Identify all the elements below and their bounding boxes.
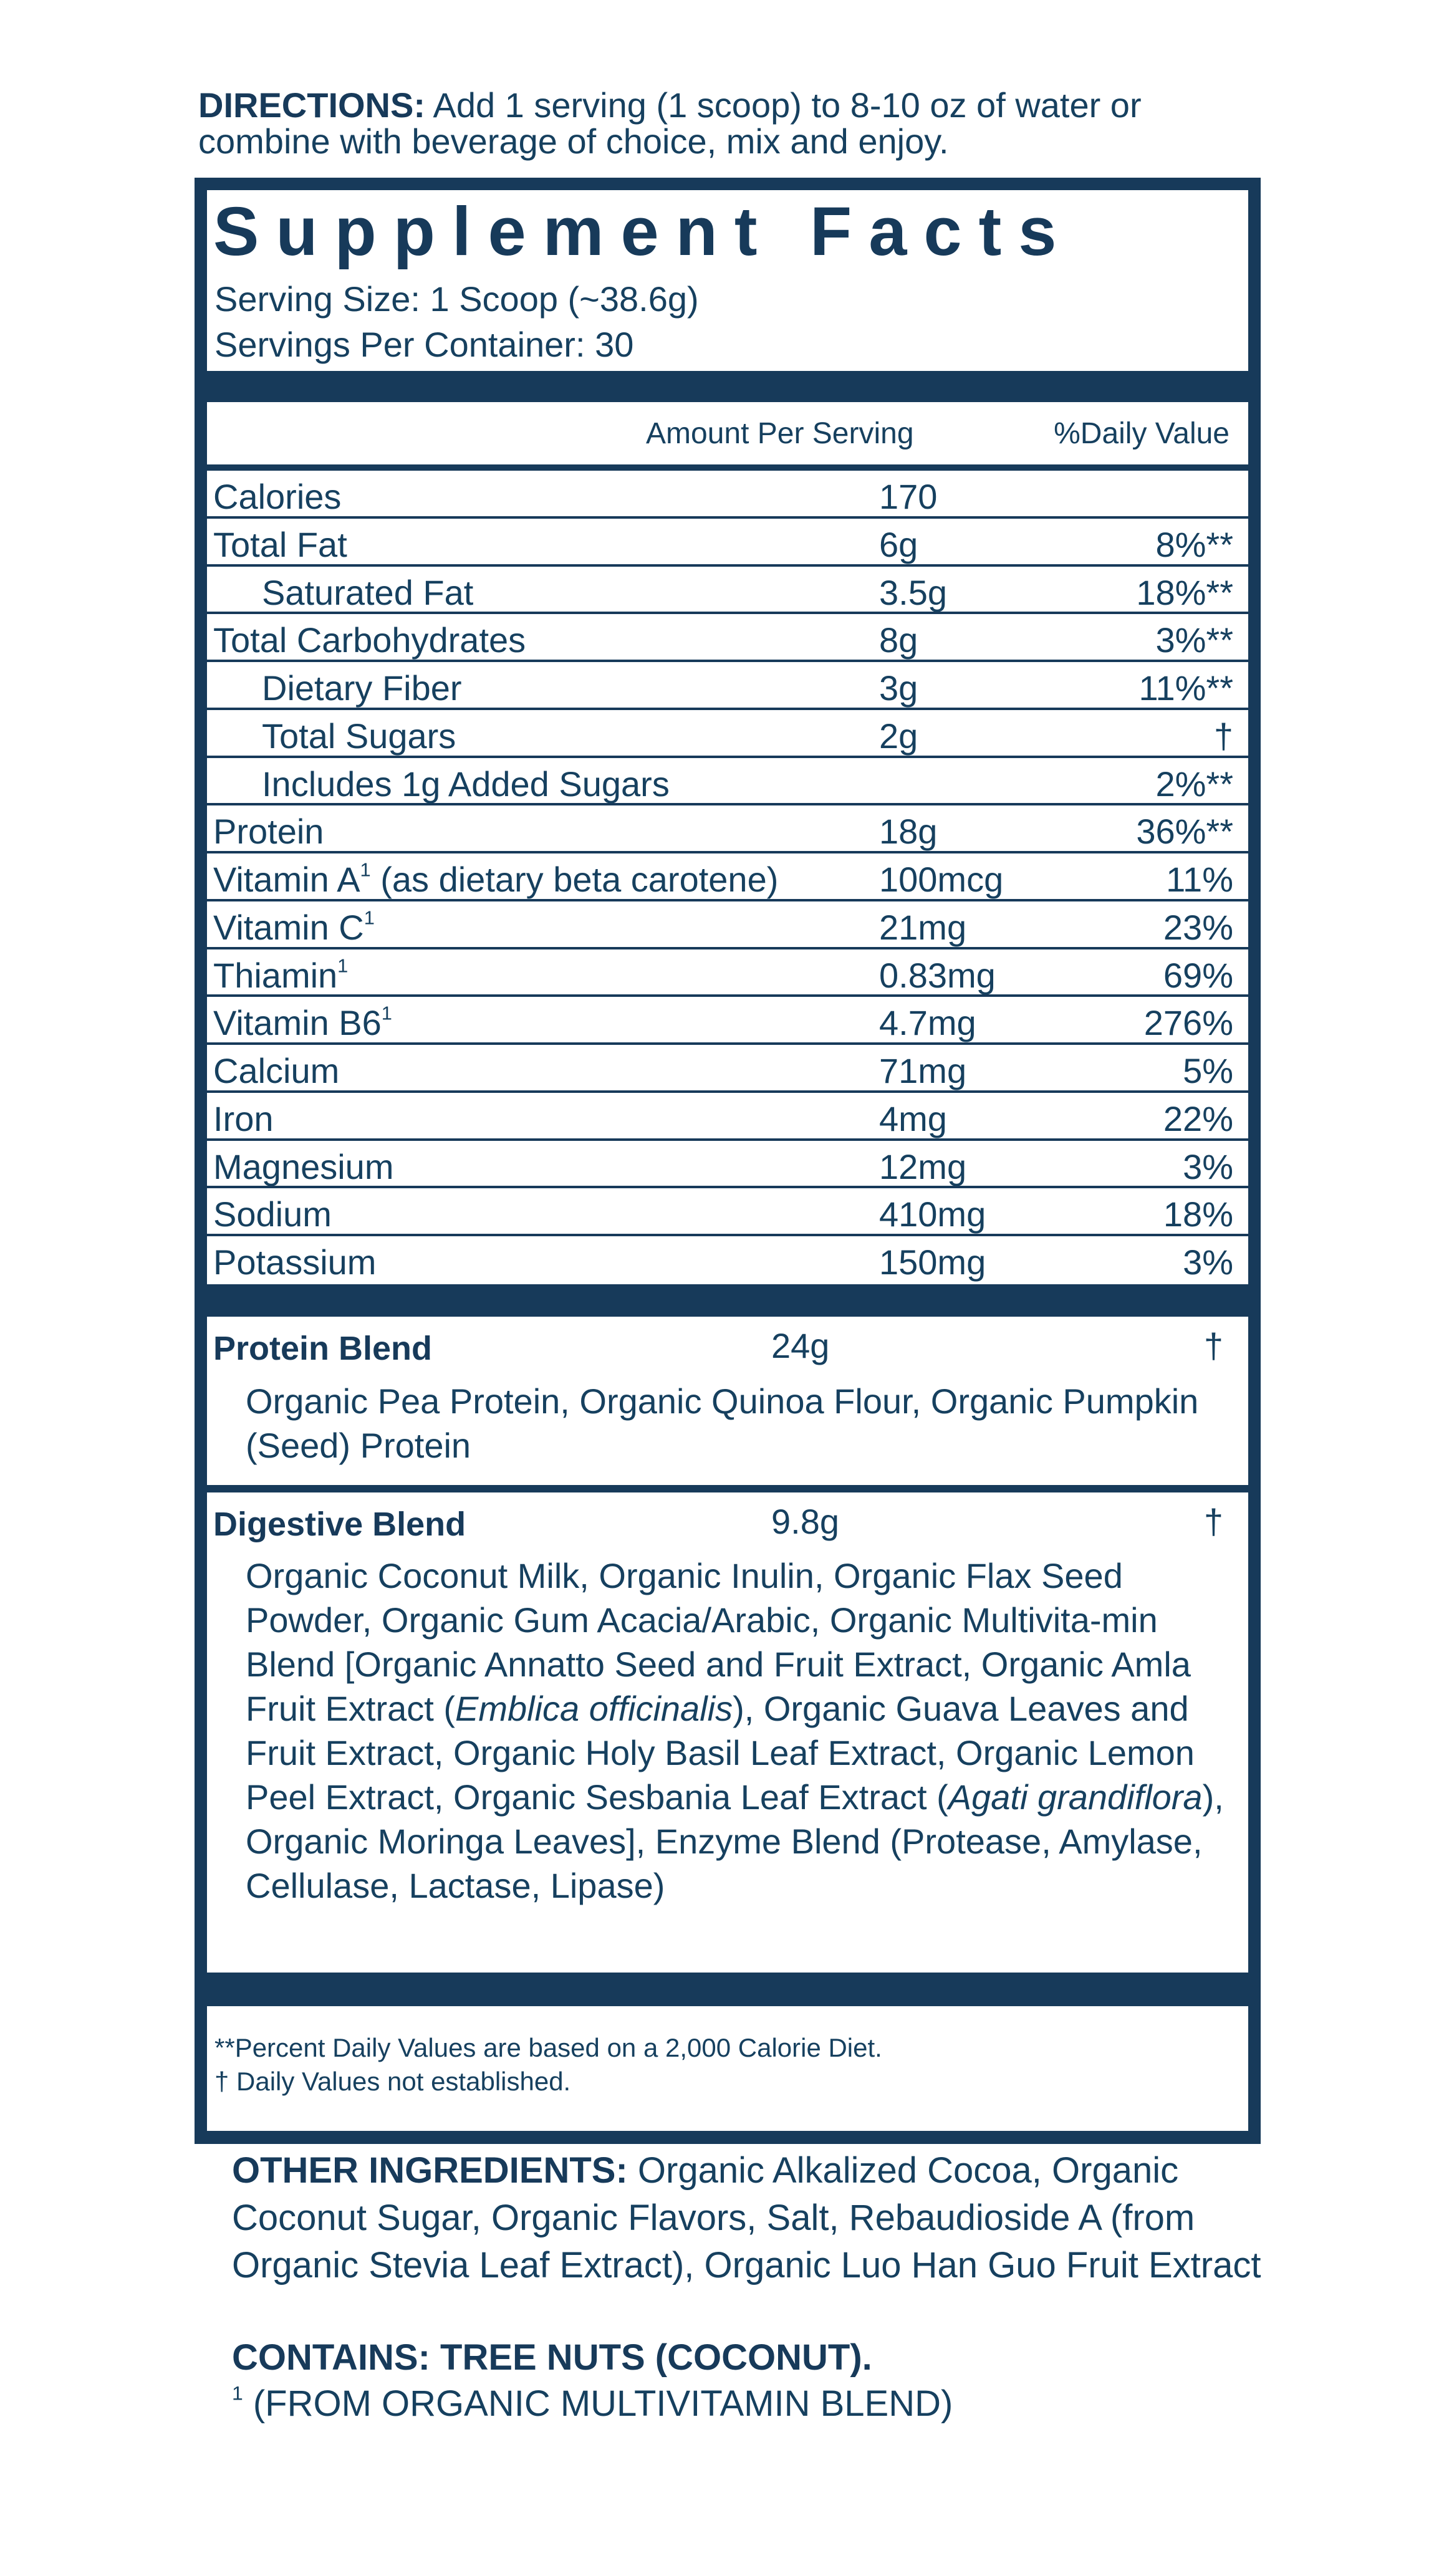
nutrient-row: [207, 805, 1248, 853]
nutrient-name-detail: (as dietary beta carotene): [370, 860, 779, 900]
nutrient-row: [207, 1236, 1248, 1284]
nutrient-row: [207, 1045, 1248, 1093]
nutrient-footnote-mark: 1: [363, 906, 375, 929]
nutrient-name: [213, 813, 324, 850]
nutrient-amount: 150mg: [879, 1242, 986, 1282]
digestive-blend-ingredients: [246, 1554, 1231, 1908]
nutrient-name: [213, 1148, 393, 1186]
nutrient-daily-value: 18%: [1163, 1194, 1233, 1234]
nutrient-row: [207, 519, 1248, 567]
nutrient-name: [262, 670, 462, 707]
nutrient-daily-value: 2%**: [1155, 764, 1233, 804]
percent-dv-note: **Percent Daily Values are based on a 2,000 Calorie Diet.: [214, 2033, 882, 2062]
nutrient-daily-value: 3%: [1183, 1242, 1233, 1282]
nutrient-daily-value: 22%: [1163, 1098, 1233, 1138]
column-headers: [207, 402, 1248, 464]
nutrient-daily-value: 69%: [1163, 955, 1233, 995]
allergen-statement: CONTAINS: TREE NUTS (COCONUT).: [232, 2337, 872, 2378]
nutrient-name: [213, 526, 347, 564]
nutrient-daily-value: 11%**: [1138, 668, 1233, 708]
nutrient-amount: 3g: [879, 668, 918, 708]
servings-per-container: Servings Per Container: 30: [214, 325, 634, 364]
supplement-facts-panel: [195, 178, 1261, 2144]
nutrient-row: [207, 853, 1248, 901]
nutrient-row: [207, 997, 1248, 1045]
nutrient-footnote-mark: 1: [360, 858, 371, 881]
nutrient-daily-value: 8%**: [1155, 524, 1233, 564]
nutrient-daily-value: 5%: [1183, 1051, 1233, 1091]
other-ingredients-label: OTHER INGREDIENTS:: [232, 2150, 628, 2191]
nutrient-amount: 4mg: [879, 1098, 947, 1138]
protein-blend-section: [207, 1317, 1248, 1485]
directions-text: Add 1 serving (1 scoop) to 8-10 oz of water or combine with beverage of choice, mix and enjoy.: [198, 85, 1142, 161]
nutrient-name-text: Vitamin A: [213, 860, 360, 900]
nutrient-name-text: Includes 1g Added Sugars: [262, 764, 670, 804]
nutrient-name-text: Iron: [213, 1098, 274, 1138]
nutrient-name: [213, 1052, 339, 1090]
nutrient-name-text: Magnesium: [213, 1146, 394, 1186]
nutrient-footnote-mark: 1: [337, 954, 349, 977]
nutrient-name-text: Saturated Fat: [262, 572, 474, 612]
nutrient-row: [207, 949, 1248, 997]
facts-header: [207, 190, 1248, 371]
nutrient-amount: 18g: [879, 812, 938, 852]
nutrient-table: [207, 471, 1248, 1284]
nutrient-amount: 8g: [879, 620, 918, 660]
nutrient-row: [207, 710, 1248, 758]
multivitamin-footnote: [232, 2383, 953, 2425]
nutrient-name: [213, 954, 349, 995]
nutrient-name-text: Calories: [213, 477, 342, 516]
nutrient-amount: 4.7mg: [879, 1003, 976, 1043]
nutrient-name-text: Sodium: [213, 1194, 332, 1234]
nutrient-name-text: Calcium: [213, 1051, 340, 1091]
nutrient-amount: 6g: [879, 524, 918, 564]
protein-blend-amount: 24g: [771, 1326, 830, 1365]
nutrient-amount: 21mg: [879, 907, 967, 947]
nutrient-name: [213, 858, 779, 900]
nutrient-daily-value: †: [1213, 716, 1233, 756]
protein-blend-dv: †: [1203, 1326, 1223, 1365]
daily-value-header: %Daily Value: [1054, 417, 1230, 450]
digestive-blend-name: Digestive Blend: [213, 1506, 466, 1543]
nutrient-name-text: Potassium: [213, 1242, 377, 1282]
nutrient-row: [207, 1141, 1248, 1189]
nutrient-row: [207, 758, 1248, 806]
nutrient-name: [213, 478, 341, 516]
digestive-ingredients-c: ), Organic Moringa Leaves], Enzyme Blend (Protease, Amylase, Cellulase, Lactase, Lipase): [246, 1777, 1224, 1905]
directions-label: DIRECTIONS:: [198, 85, 425, 125]
digestive-italic-b: Agati grandiflora: [948, 1777, 1203, 1817]
nutrient-amount: 410mg: [879, 1194, 986, 1234]
other-ingredients: [232, 2147, 1292, 2289]
digestive-ingredients-b: ), Organic Guava Leaves and Fruit Extract, Organic Holy Basil Leaf Extract, Organic Lemon Peel Extract, Organic Sesbania Leaf Extract (: [246, 1689, 1195, 1817]
nutrient-name: [262, 574, 473, 612]
other-ingredients-text: Organic Alkalized Cocoa, Organic Coconut Sugar, Organic Flavors, Salt, Rebaudioside A (from Organic Stevia Leaf Extract), Organic Luo Han Guo Fruit Extract: [232, 2150, 1261, 2285]
nutrient-name: [213, 906, 375, 947]
facts-title: Supplement Facts: [213, 193, 1074, 270]
nutrient-name-text: Thiamin: [213, 955, 338, 995]
nutrient-amount: 2g: [879, 716, 918, 756]
nutrient-daily-value: 3%**: [1155, 620, 1233, 660]
nutrient-name-text: Total Fat: [213, 524, 347, 564]
nutrient-name-text: Total Sugars: [262, 716, 456, 756]
footnote-mark: 1: [232, 2381, 243, 2405]
nutrient-row: [207, 614, 1248, 662]
nutrient-amount: 100mcg: [879, 860, 1004, 900]
protein-blend-ingredients: Organic Pea Protein, Organic Quinoa Flour, Organic Pumpkin (Seed) Protein: [246, 1382, 1199, 1465]
nutrient-amount: 71mg: [879, 1051, 967, 1091]
daily-value-notes: [207, 2006, 1248, 2131]
nutrient-amount: 12mg: [879, 1146, 967, 1186]
nutrient-name: [213, 1196, 332, 1233]
protein-blend-name: Protein Blend: [213, 1330, 433, 1367]
digestive-italic-a: Emblica officinalis: [455, 1689, 733, 1728]
nutrient-name: [213, 1244, 376, 1281]
nutrient-name-text: Total Carbohydrates: [213, 620, 526, 660]
nutrient-name-text: Vitamin B6: [213, 1003, 382, 1043]
directions: [198, 87, 1271, 160]
nutrient-daily-value: 23%: [1163, 907, 1233, 947]
digestive-blend-dv: †: [1203, 1502, 1223, 1541]
not-established-note: † Daily Values not established.: [214, 2067, 571, 2096]
nutrient-daily-value: 11%: [1166, 860, 1233, 900]
nutrient-name: [213, 1004, 392, 1042]
nutrient-row: [207, 567, 1248, 615]
nutrient-name-text: Dietary Fiber: [262, 668, 462, 708]
nutrient-daily-value: 3%: [1183, 1146, 1233, 1186]
nutrient-row: [207, 1093, 1248, 1141]
nutrient-name: [262, 718, 456, 755]
nutrient-daily-value: 276%: [1143, 1003, 1233, 1043]
nutrient-daily-value: 18%**: [1136, 572, 1233, 612]
digestive-blend-amount: 9.8g: [771, 1502, 839, 1541]
nutrient-footnote-mark: 1: [381, 1002, 392, 1024]
nutrient-daily-value: 36%**: [1136, 812, 1233, 852]
nutrient-amount: 0.83mg: [879, 955, 996, 995]
amount-per-serving-header: Amount Per Serving: [646, 417, 914, 450]
nutrient-name-text: Vitamin C: [213, 907, 364, 947]
footnote-text: (FROM ORGANIC MULTIVITAMIN BLEND): [243, 2383, 953, 2424]
nutrient-name: [213, 1100, 274, 1138]
nutrient-row: [207, 662, 1248, 710]
nutrient-name-text: Protein: [213, 812, 324, 852]
nutrient-name: [213, 622, 526, 659]
nutrient-amount: 3.5g: [879, 572, 947, 612]
nutrient-row: [207, 471, 1248, 519]
nutrient-row: [207, 1188, 1248, 1236]
nutrient-row: [207, 901, 1248, 949]
serving-size: Serving Size: 1 Scoop (~38.6g): [214, 279, 699, 319]
digestive-ingredients-a: Organic Coconut Milk, Organic Inulin, Organic Flax Seed Powder, Organic Gum Acacia/Arabic, Organic Multivita-min Blend [Organic Annatto Seed and Fruit Extract, Organic Amla Fruit Extract (: [246, 1556, 1191, 1728]
digestive-blend-section: [207, 1492, 1248, 1973]
nutrient-amount: 170: [879, 477, 938, 516]
nutrient-name: [262, 766, 670, 803]
